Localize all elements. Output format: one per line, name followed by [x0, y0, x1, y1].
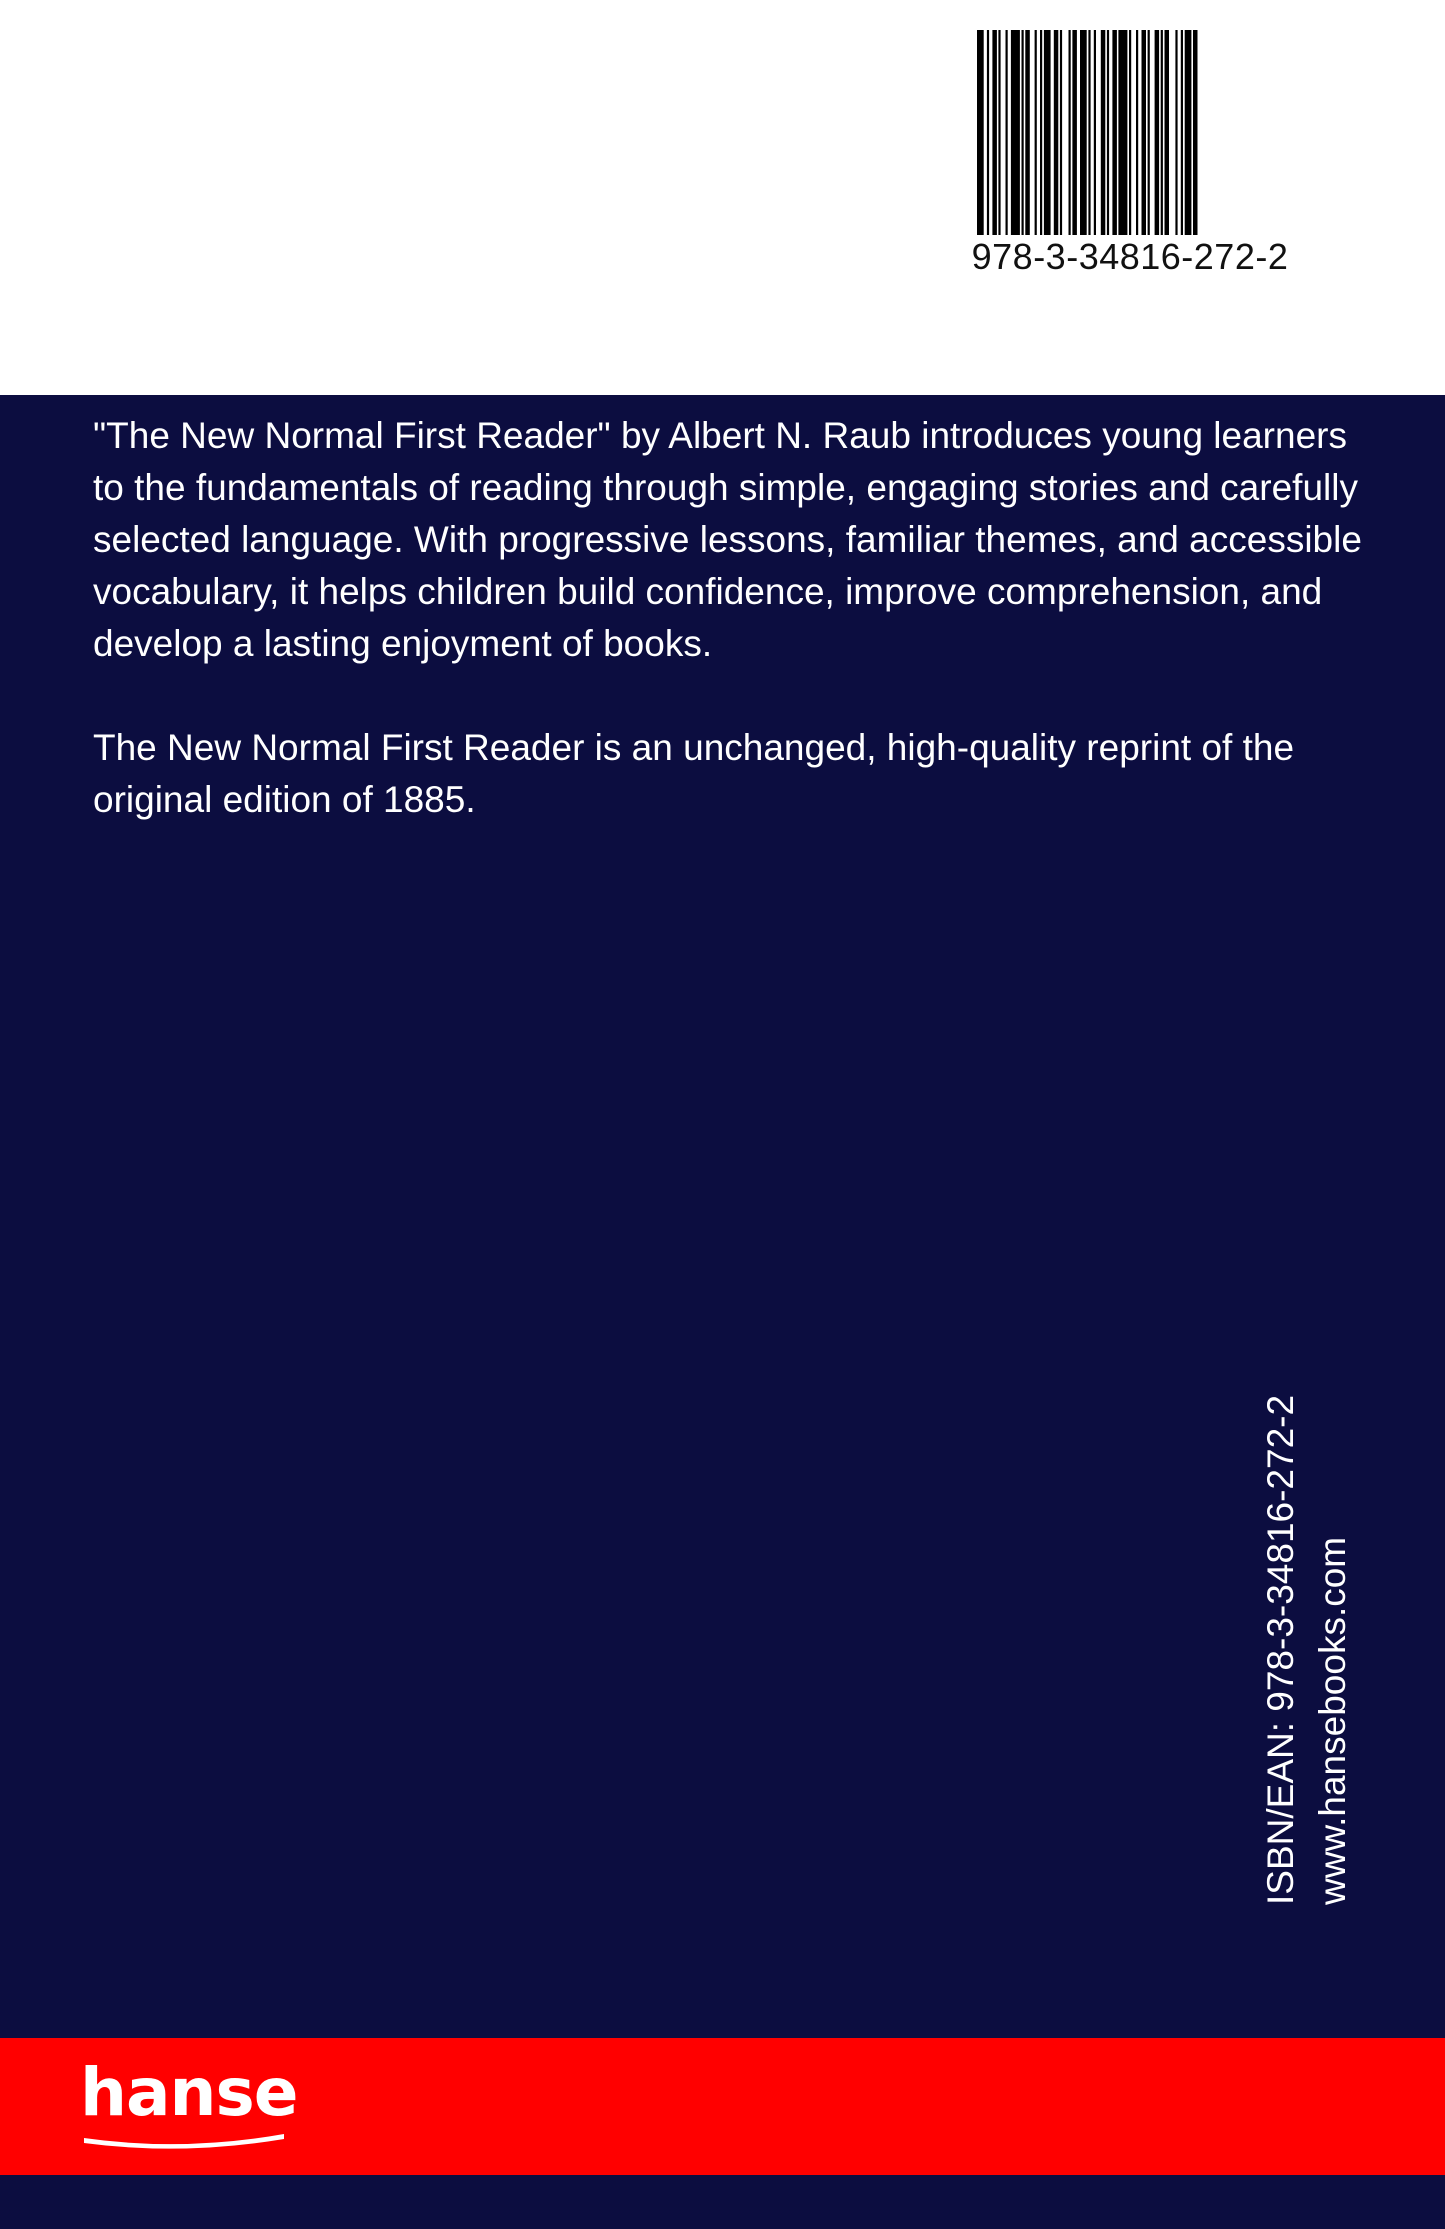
hanse-logo [80, 2054, 300, 2153]
barcode-bar [1175, 30, 1177, 235]
barcode-bar [1185, 30, 1192, 235]
barcode-bar [977, 30, 984, 235]
barcode-bar [1035, 30, 1037, 235]
barcode-bar [992, 30, 997, 235]
barcode-bar [998, 30, 1000, 235]
barcode-bar [1181, 30, 1183, 235]
barcode-area [0, 0, 1445, 395]
barcode-bar [1193, 30, 1198, 235]
barcode-bar [1107, 30, 1109, 235]
barcode-bar [1112, 30, 1117, 235]
barcode-bar [1129, 30, 1131, 235]
barcode-bar [1069, 30, 1071, 235]
barcode-bar [1155, 30, 1160, 235]
barcode-bar [1094, 30, 1096, 235]
barcode-bar [1088, 30, 1090, 235]
barcode-bar [1165, 30, 1170, 235]
barcode-bar [1118, 30, 1127, 235]
barcode-bar [1136, 30, 1138, 235]
barcode-bar [1025, 30, 1030, 235]
hanse-logo-swoosh [82, 2130, 287, 2150]
barcode-bar [1060, 30, 1062, 235]
barcode-number: 978-3-34816-272-2 [971, 236, 1289, 277]
barcode-bar [1040, 30, 1042, 235]
spine-info [1255, 1375, 1355, 1905]
isbn-line: ISBN/EAN: 978-3-34816-272-2 [1260, 1394, 1301, 1905]
barcode-bar [1054, 30, 1059, 235]
description-paragraph-2: The New Normal First Reader is an unchanged, high-quality reprint of the original edition of 1885. [93, 727, 1295, 820]
barcode-bars [975, 30, 1325, 240]
book-description [93, 410, 1363, 826]
barcode-bar [1006, 30, 1008, 235]
barcode-bar [1044, 30, 1051, 235]
barcode-bar [1080, 30, 1087, 235]
barcode-bar [1148, 30, 1150, 235]
barcode-bar [1101, 30, 1106, 235]
hanse-logo-text: hanse [80, 2054, 298, 2131]
barcode-bar [1142, 30, 1147, 235]
spine-info-rotated [1255, 1375, 1355, 1905]
barcode [971, 30, 1335, 290]
barcode-bar [1011, 30, 1020, 235]
website-line: www.hansebooks.com [1312, 1536, 1353, 1905]
barcode-bar [1022, 30, 1024, 235]
description-paragraph-1: "The New Normal First Reader" by Albert N. Raub introduces young learners to the fundamentals of reading through simple, engaging stories and carefully selected language. With progressive lessons, familiar themes, and accessible vocabulary, it helps children build confidence, improve comprehension, and develop a lasting enjoyment of books. [93, 415, 1362, 664]
barcode-bar [1161, 30, 1163, 235]
barcode-bar [987, 30, 989, 235]
barcode-bar [1072, 30, 1077, 235]
